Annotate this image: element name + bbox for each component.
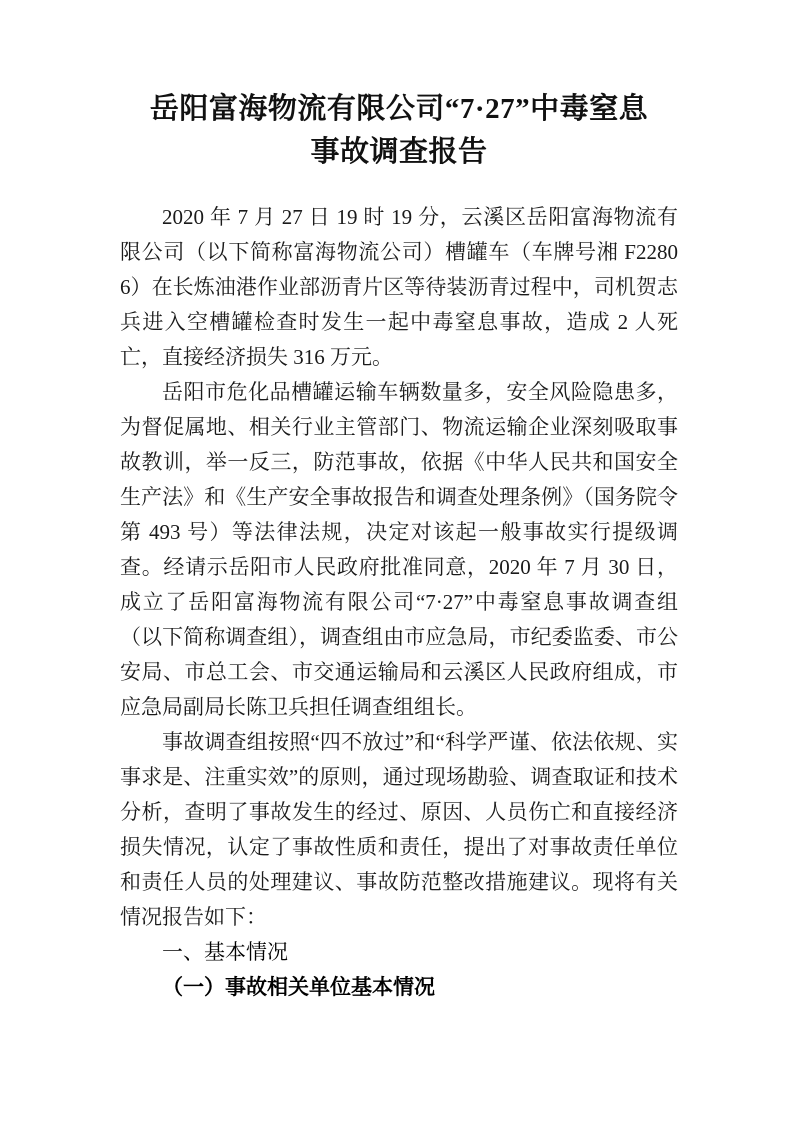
paragraph-investigation-basis: 岳阳市危化品槽罐运输车辆数量多，安全风险隐患多，为督促属地、相关行业主管部门、物流运输企业深刻吸取事故教训，举一反三，防范事故，依据《中华人民共和国安全生产法》和《生产安全事故报告和调查处理条例》（国务院令第 493 号）等法律法规，决定对该起一般事故实行提级调查。经请示岳阳市人民政府批准同意，2020 年 7 月 30 日，成立了岳阳富海物流有限公司“7·27”中毒窒息事故调查组（以下简称调查组），调查组由市应急局，市纪委监委、市公安局、市总工会、市交通运输局和云溪区人民政府组成，市应急局副局长陈卫兵担任调查组组长。 [120,380,678,719]
document-content [120,88,678,1005]
paragraph-incident-summary: 2020 年 7 月 27 日 19 时 19 分，云溪区岳阳富海物流有限公司（以下简称富海物流公司）槽罐车（车牌号湘 F22806）在长炼油港作业部沥青片区等待装沥青过程中，司机贺志兵进入空槽罐检查时发生一起中毒窒息事故，造成 2 人死亡，直接经济损失 316 万元。 [120,205,678,369]
document-title [120,88,678,174]
heading-section-basic-situation: 一、基本情况 [162,940,288,964]
paragraph-investigation-method: 事故调查组按照“四不放过”和“科学严谨、依法依规、实事求是、注重实效”的原则，通过现场勘验、调查取证和技术分析，查明了事故发生的经过、原因、人员伤亡和直接经济损失情况，认定了事故性质和责任，提出了对事故责任单位和责任人员的处理建议、事故防范整改措施建议。现将有关情况报告如下： [120,730,678,929]
document-title-line-2: 事故调查报告 [310,136,488,168]
heading-subsection-related-units: （一）事故相关单位基本情况 [162,975,435,999]
document-body [120,200,678,1005]
document-title-line-1: 岳阳富海物流有限公司“7·27”中毒窒息 [149,93,649,125]
